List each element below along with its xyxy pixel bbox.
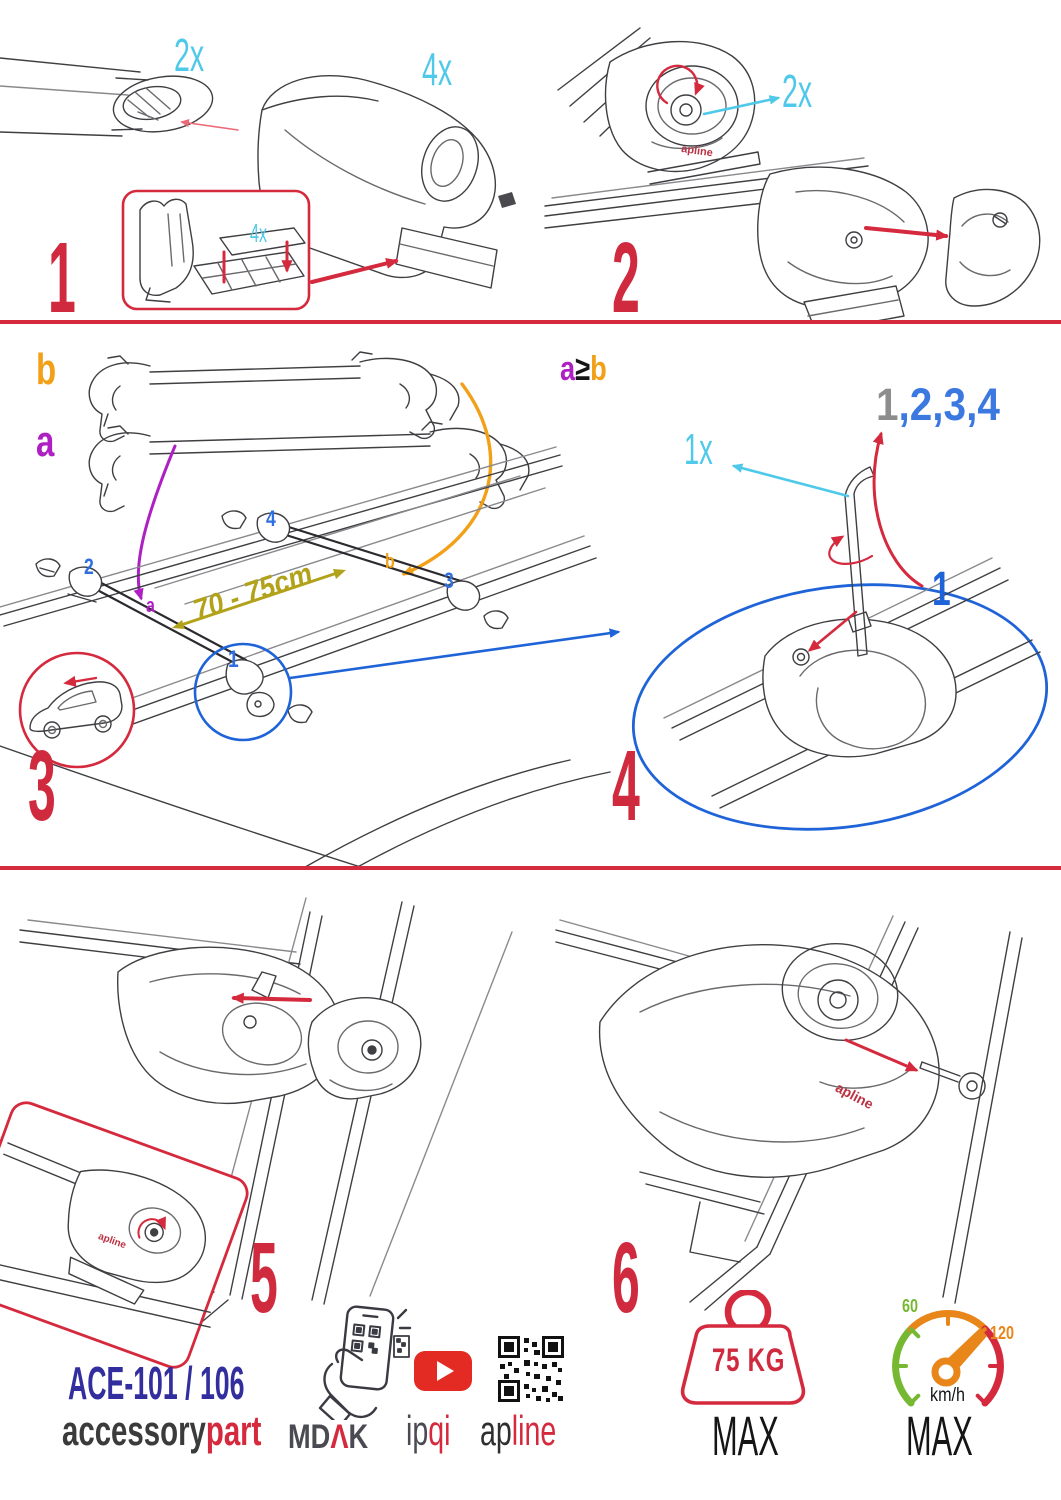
distance-label: 70 - 75cm <box>189 557 317 628</box>
bar-quantity-label: 2x <box>174 29 205 81</box>
youtube-icon <box>412 1348 474 1394</box>
roof-position-3: 3 <box>444 568 454 593</box>
max-weight-value: 75 KG <box>712 1342 786 1378</box>
foot-quantity-label: 4x <box>422 43 453 95</box>
mdak-logo: MDΛK <box>288 1418 369 1456</box>
speed-low-label: 60 <box>902 1296 919 1316</box>
section-divider-1 <box>0 320 1061 324</box>
apline-foot-logo-step6: apline <box>832 1079 877 1113</box>
bar-a-position-arrow <box>138 446 175 598</box>
step-5-number: 5 <box>250 1222 278 1334</box>
tighten-sequence-arrow <box>874 434 922 586</box>
lock-inset-step5 <box>0 1098 261 1375</box>
tighten-first-label: 1 <box>932 563 951 616</box>
crossbar-b-drawing <box>89 352 459 441</box>
roof-position-2: 2 <box>84 554 94 579</box>
bar-a-label: a <box>36 417 55 466</box>
foot-detail-step4 <box>617 467 1061 855</box>
model-number: ACE-101 / 106 <box>68 1357 245 1409</box>
foot-lock-drawing-step2 <box>558 28 760 184</box>
tighten-sequence-label: 1,2,3,4 <box>876 379 1000 430</box>
roof-position-a: a <box>146 595 155 617</box>
bar-b-label: b <box>36 345 57 394</box>
step-2-number: 2 <box>612 222 640 334</box>
pad-inset-box <box>123 191 309 309</box>
step-6-number: 6 <box>612 1222 640 1334</box>
section-divider-2 <box>0 866 1061 870</box>
ipqi-logo: ipqi <box>406 1407 451 1454</box>
step1-step2-illustration <box>0 0 1061 320</box>
lock-quantity-label: 2x <box>782 65 813 117</box>
accessorypart-logo: accessorypart <box>62 1407 262 1454</box>
max-weight-label: MAX <box>712 1404 779 1467</box>
insert-bar-arrow <box>182 122 238 130</box>
detail-link-arrow <box>290 632 618 678</box>
apline-foot-logo-step2: apline <box>680 143 714 160</box>
speed-unit-label: km/h <box>930 1385 966 1406</box>
roof-position-1: 1 <box>228 646 239 673</box>
apline-logo: apline <box>480 1407 557 1454</box>
qr-code-icon <box>498 1336 564 1402</box>
pad-quantity-label: 4x <box>250 218 268 248</box>
step-1-number: 1 <box>48 222 76 334</box>
step-4-number: 4 <box>612 730 640 842</box>
key-qty-arrow <box>734 466 848 496</box>
step-3-number: 3 <box>28 730 56 842</box>
roof-position-b: b <box>385 551 395 573</box>
max-speed-label: MAX <box>906 1404 973 1467</box>
roof-position-4: 4 <box>266 506 276 531</box>
apline-foot-logo-step5: apline <box>96 1231 128 1252</box>
speed-high-label: 120 <box>990 1323 1015 1343</box>
key-quantity-label: 1x <box>684 425 713 474</box>
cover-slide-arrow-step5 <box>234 998 310 1000</box>
condition-label: a≥b <box>560 350 607 388</box>
